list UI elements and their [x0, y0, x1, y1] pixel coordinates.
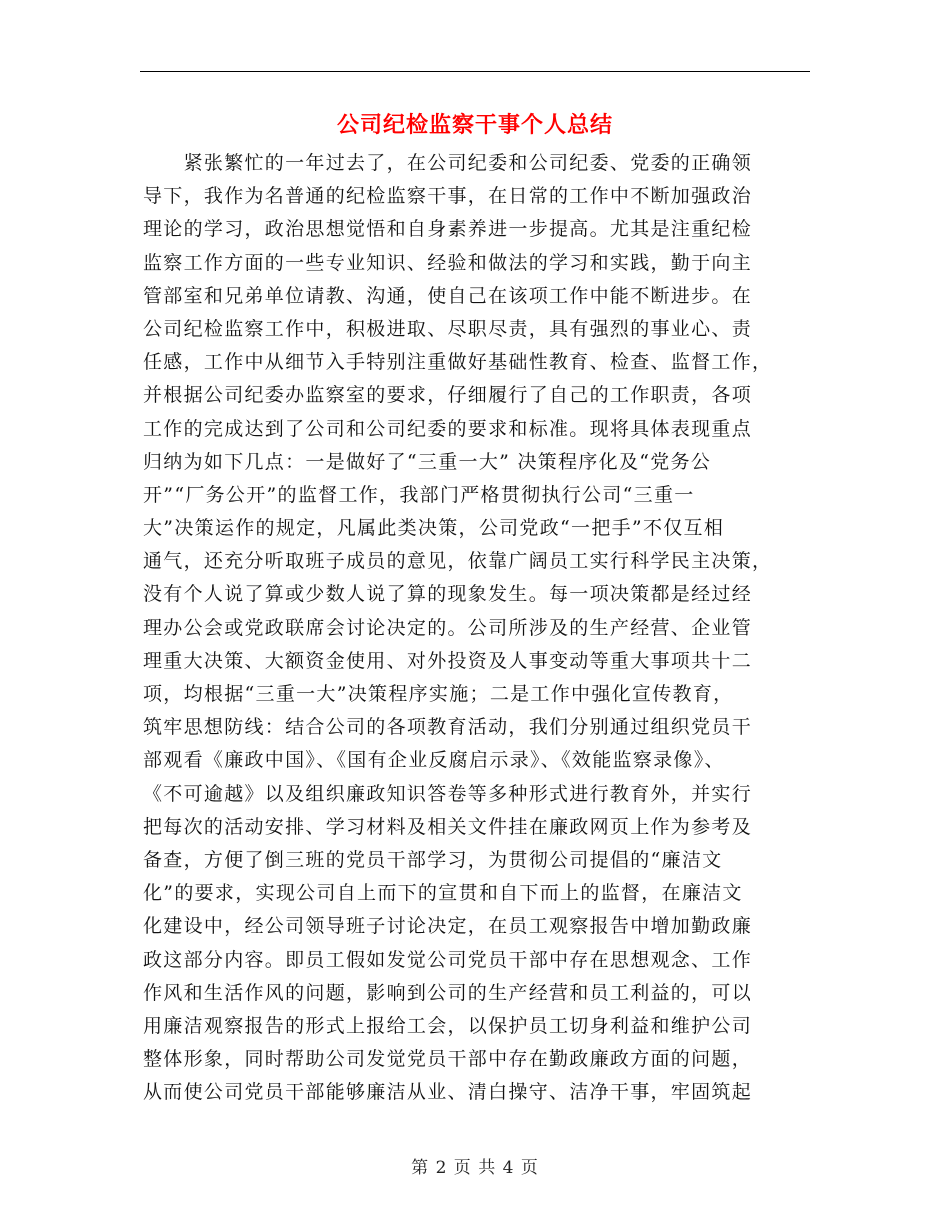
body-line: 备查，方便了倒三班的党员干部学习，为贯彻公司提倡的“廉洁文 — [143, 848, 723, 871]
body-line: 作风和生活作风的问题，影响到公司的生产经营和员工利益的，可以 — [143, 981, 753, 1004]
body-line: 通气，还充分听取班子成员的意见，依靠广阔员工实行科学民主决策， — [143, 550, 773, 573]
body-line: 公司纪检监察工作中，积极进取、尽职尽责，具有强烈的事业心、责 — [143, 317, 753, 340]
body-line: 归纳为如下几点：一是做好了“三重一大” 决策程序化及“党务公 — [143, 450, 712, 473]
body-line: 大”决策运作的规定，凡属此类决策，公司党政“一把手”不仅互相 — [143, 517, 725, 540]
body-line: 政这部分内容。即员工假如发觉公司党员干部中存在思想观念、工作 — [143, 948, 753, 971]
body-line: 理论的学习，政治思想觉悟和自身素养进一步提高。尤其是注重纪检 — [143, 218, 753, 241]
page-footer: 第 2 页 共 4 页 — [411, 1158, 539, 1178]
document-title: 公司纪检监察干事个人总结 — [336, 113, 613, 138]
body-line: 用廉洁观察报告的形式上报给工会，以保护员工切身利益和维护公司 — [143, 1014, 753, 1037]
body-line: 没有个人说了算或少数人说了算的现象发生。每一项决策都是经过经 — [143, 583, 753, 606]
body-line: 管部室和兄弟单位请教、沟通，使自己在该项工作中能不断进步。在 — [143, 284, 753, 307]
body-line: 从而使公司党员干部能够廉洁从业、清白操守、洁净干事，牢固筑起 — [143, 1081, 753, 1104]
body-line: 任感，工作中从细节入手特别注重做好基础性教育、检查、监督工作， — [143, 351, 773, 374]
body-line: 《不可逾越》以及组织廉政知识答卷等多种形式进行教育外，并实行 — [143, 782, 753, 805]
body-line: 开”“厂务公开”的监督工作，我部门严格贯彻执行公司“三重一 — [143, 483, 695, 506]
body-line: 紧张繁忙的一年过去了，在公司纪委和公司纪委、党委的正确领 — [143, 152, 753, 174]
body-line: 理重大决策、大额资金使用、对外投资及人事变动等重大事项共十二 — [143, 649, 753, 672]
body-line: 把每次的活动安排、学习材料及相关文件挂在廉政网页上作为参考及 — [143, 815, 753, 838]
body-line: 工作的完成达到了公司和公司纪委的要求和标准。现将具体表现重点 — [143, 417, 753, 440]
header-rule — [140, 71, 810, 72]
body-line: 导下，我作为名普通的纪检监察干事，在日常的工作中不断加强政治 — [143, 185, 753, 208]
body-line: 并根据公司纪委办监察室的要求，仔细履行了自己的工作职责，各项 — [143, 384, 753, 407]
body-line: 化”的要求，实现公司自上而下的宣贯和自下而上的监督，在廉洁文 — [143, 882, 743, 905]
body-line: 筑牢思想防线：结合公司的各项教育活动，我们分别通过组织党员干 — [143, 716, 753, 739]
body-line: 部观看《廉政中国》、《国有企业反腐启示录》、《效能监察录像》、 — [143, 749, 725, 772]
body-text — [143, 147, 815, 1109]
body-line: 项，均根据“三重一大”决策程序实施；二是工作中强化宣传教育， — [143, 683, 734, 705]
body-line: 整体形象，同时帮助公司发觉党员干部中存在勤政廉政方面的问题， — [143, 1048, 753, 1071]
body-line: 理办公会或党政联席会讨论决定的。公司所涉及的生产经营、企业管 — [143, 616, 753, 639]
body-line: 监察工作方面的一些专业知识、经验和做法的学习和实践，勤于向主 — [143, 251, 753, 274]
body-line: 化建设中，经公司领导班子讨论决定，在员工观察报告中增加勤政廉 — [143, 915, 753, 938]
